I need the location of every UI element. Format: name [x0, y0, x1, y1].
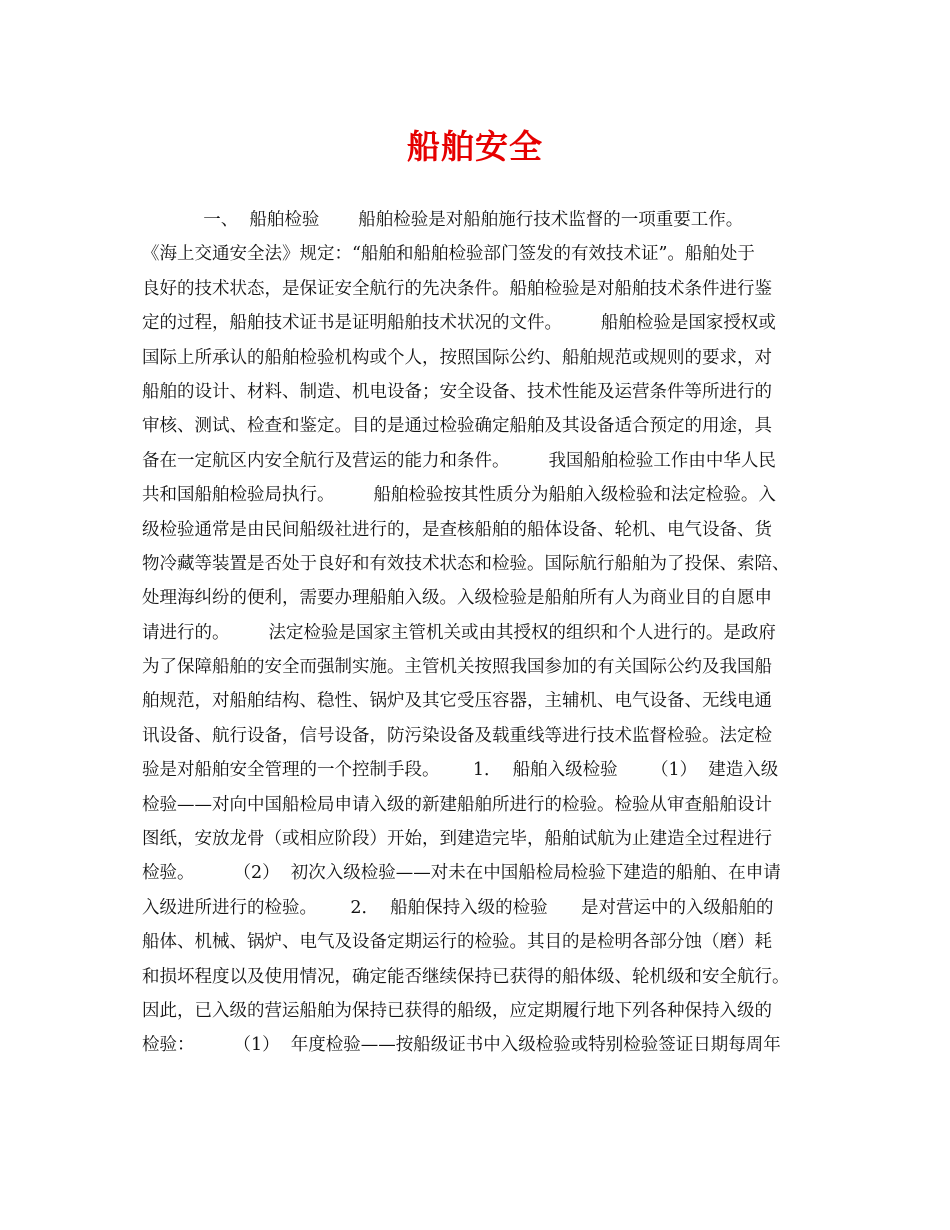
document-title: 船舶安全: [407, 127, 543, 166]
body-line: 为了保障船舶的安全而强制实施。主管机关按照我国参加的有关国际公约及我国船: [142, 657, 772, 678]
body-line: 检验。 （2） 初次入级检验——对未在中国船检局检验下建造的船舶、在申请: [142, 863, 781, 884]
body-line: 讯设备、航行设备，信号设备，防污染设备及载重线等进行技术监督检验。法定检: [142, 725, 772, 746]
body-line: 良好的技术状态，是保证安全航行的先决条件。船舶检验是对船舶技术条件进行鉴: [142, 278, 772, 299]
body-line: 验是对船舶安全管理的一个控制手段。 1． 船舶入级检验 （1） 建造入级: [142, 760, 779, 781]
document-body: [142, 203, 822, 1063]
body-line: 共和国船舶检验局执行。 船舶检验按其性质分为船舶入级检验和法定检验。入: [142, 485, 776, 506]
body-line: 船舶的设计、材料、制造、机电设备；安全设备、技术性能及运营条件等所进行的: [142, 381, 772, 402]
body-line: 船体、机械、锅炉、电气及设备定期运行的检验。其目的是检明各部分蚀（磨）耗: [142, 932, 772, 953]
body-line: 审核、测试、检查和鉴定。目的是通过检验确定船舶及其设备适合预定的用途，具: [142, 416, 772, 437]
body-line: 请进行的。 法定检验是国家主管机关或由其授权的组织和个人进行的。是政府: [142, 622, 776, 643]
body-line: 因此，已入级的营运船舶为保持已获得的船级，应定期履行地下列各种保持入级的: [142, 1000, 772, 1021]
body-line: 《海上交通安全法》规定：“船舶和船舶检验部门签发的有效技术证”。船舶处于: [142, 244, 755, 265]
body-line: 级检验通常是由民间船级社进行的，是查核船舶的船体设备、轮机、电气设备、货: [142, 519, 772, 540]
body-line: 检验——对向中国船检局申请入级的新建船舶所进行的检验。检验从审查船舶设计: [142, 794, 772, 815]
body-line: 和损坏程度以及使用情况，确定能否继续保持已获得的船体级、轮机级和安全航行。: [142, 966, 790, 987]
body-line: 舶规范，对船舶结构、稳性、锅炉及其它受压容器，主辅机、电气设备、无线电通: [142, 691, 772, 712]
body-line: 处理海纠纷的便利，需要办理船舶入级。入级检验是船舶所有人为商业目的自愿申: [142, 588, 772, 609]
body-line: 检验： （1） 年度检验——按船级证书中入级检验或特别检验签证日期每周年: [142, 1035, 781, 1056]
body-line: 定的过程，船舶技术证书是证明船舶技术状况的文件。 船舶检验是国家授权或: [142, 313, 776, 334]
body-line: 图纸，安放龙骨（或相应阶段）开始，到建造完毕，船舶试航为止建造全过程进行: [142, 829, 772, 850]
body-line: 一、 船舶检验 船舶检验是对船舶施行技术监督的一项重要工作。: [142, 210, 744, 230]
body-line: 备在一定航区内安全航行及营运的能力和条件。 我国船舶检验工作由中华人民: [142, 450, 776, 471]
body-line: 入级进所进行的检验。 2． 船舶保持入级的检验 是对营运中的入级船舶的: [142, 897, 774, 918]
body-line: 物冷藏等装置是否处于良好和有效技术状态和检验。国际航行船舶为了投保、索陪、: [142, 553, 790, 574]
body-line: 国际上所承认的船舶检验机构或个人，按照国际公约、船舶规范或规则的要求，对: [142, 347, 772, 368]
